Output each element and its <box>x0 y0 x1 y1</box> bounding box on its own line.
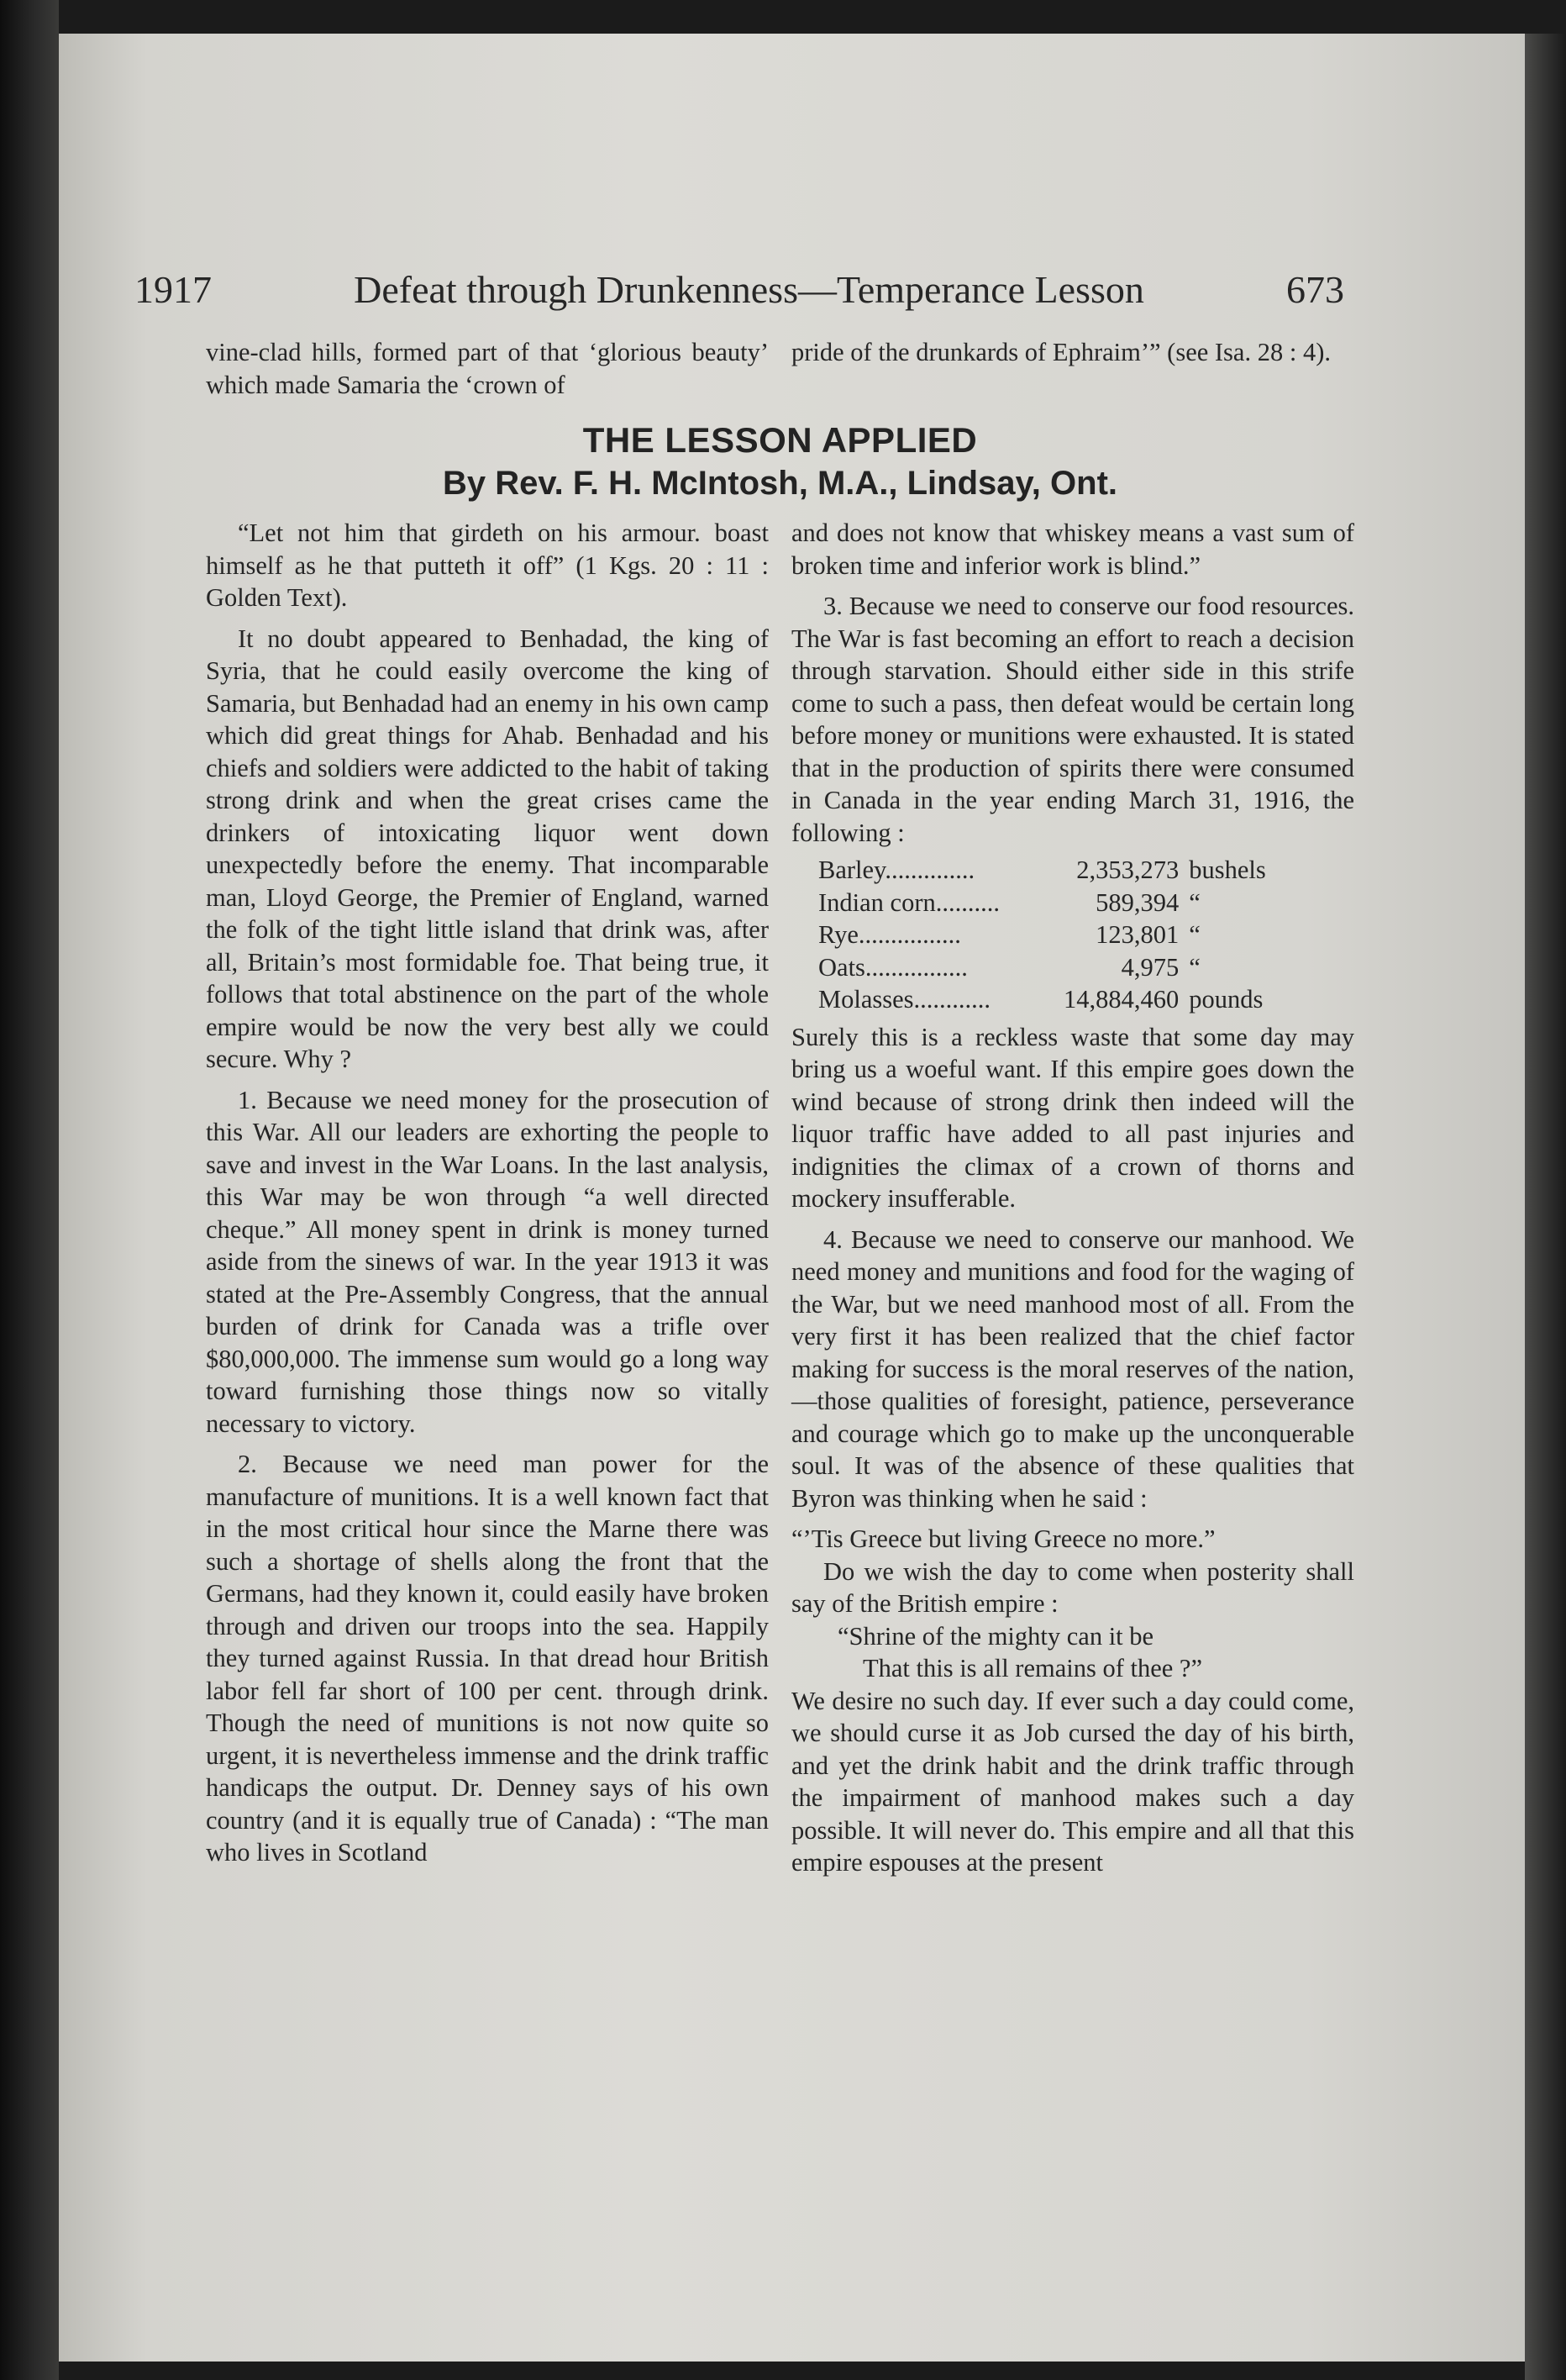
book-spine <box>0 0 59 2380</box>
table-cell-qty: 2,353,273 <box>1076 856 1180 884</box>
body-paragraph: It no doubt appeared to Benhadad, the king of Syria, that he could easily overcome the king of Samaria, but Benhadad had an enemy in his own camp which did great things for Ahab. Benhadad and his chiefs and soldiers were addicted to the habit of taking strong drink and when the great crises came the drinkers of intoxicating liquor went down unexpectedly before the enemy. That incomparable man, Lloyd George, the Premier of England, warned the folk of the tight little island that drink was, after all, Britain’s most formidable foe. That being true, it follows that total abstinence on the part of the whole empire would be now the very best ally we could secure. Why ? <box>206 624 769 1073</box>
table-row <box>818 854 1266 887</box>
table-cell-qty: 14,884,460 <box>1064 985 1180 1014</box>
running-title: Defeat through Drunkenness—Temperance Lesson <box>354 268 1144 311</box>
poem-line: “Shrine of the mighty can it be <box>838 1621 1154 1651</box>
top-left-paragraph: vine-clad hills, formed part of that ‘glorious beauty’ which made Samaria the ‘crown of <box>206 338 769 399</box>
byron-quote: “’Tis Greece but living Greece no more.” <box>791 1524 1216 1553</box>
table-cell-item: Indian corn.......... <box>818 887 1000 917</box>
table-row <box>818 951 1266 984</box>
body-paragraph: 2. Because we need man power for the manufacture of munitions. It is a well known fact that in the most critical hour since the Marne there was such a shortage of shells along the front that the Germans, had they known it, could easily have broken through and driven our troops into the sea. Happily they turned against Russia. In that dread hour British labor fell far short of 100 per cent. through drink. Though the need of munitions is not now quite so urgent, it is nevertheless immense and the drink traffic handicaps the output. Dr. Denney says of his own country (and it is equally true of Canada) : “The man who lives in Scotland <box>206 1450 769 1867</box>
body-paragraph: 3. Because we need to conserve our food resources. The War is fast becoming an effort to reach a decision through starvation. Should either side in this strife come to such a pass, then defeat would be certain long before money or munitions were exhausted. It is stated that in the production of spirits there were consumed in Canada in the year ending March 31, 1916, the following : <box>791 592 1354 847</box>
grain-consumption-table <box>818 854 1266 1016</box>
poem-line: That this is all remains of thee ?” <box>863 1654 1202 1682</box>
top-right-text <box>791 336 1354 369</box>
running-head <box>134 267 1344 318</box>
body-paragraph: 1. Because we need money for the prosecution of this War. All our leaders are exhorting the people to save and invest in the War Loans. In the last analysis, this War may be won through “a well directed cheque.” All money spent in drink is money turned aside from the sinews of war. In the year 1913 it was stated at the Pre-Assembly Congress, that the annual burden of drink for Canada was a trifle over $80,000,000. The immense sum would go a long way toward furnishing those things now so vitally necessary to victory. <box>206 1085 769 1438</box>
page-edge <box>1525 34 1566 2380</box>
body-paragraph: and does not know that whiskey means a vast sum of broken time and inferior work is blind.” <box>791 519 1354 580</box>
table-row <box>818 983 1266 1016</box>
table-cell-qty: 589,394 <box>1096 887 1180 917</box>
body-paragraph: Do we wish the day to come when posterity shall say of the British empire : <box>791 1556 1354 1618</box>
top-right-paragraph: pride of the drunkards of Ephraim’” (see Isa. 28 : 4). <box>791 338 1331 366</box>
table-cell-qty: 123,801 <box>1096 920 1180 949</box>
body-paragraph: We desire no such day. If ever such a day could come, we should curse it as Job cursed the day of his birth, and yet the drink habit and the drink traffic through the impairment of manhood makes such a day possible. It will never do. This empire and all that this empire espouses at the present <box>791 1686 1354 1877</box>
left-column <box>206 517 769 1869</box>
byline: By Rev. F. H. McIntosh, M.A., Lindsay, Ont. <box>442 465 1118 502</box>
table-cell-item: Barley.............. <box>818 856 975 884</box>
table-cell-item: Rye................ <box>818 920 961 949</box>
table-cell-unit: “ <box>1189 887 1201 917</box>
table-cell-unit: pounds <box>1189 985 1264 1014</box>
top-left-text <box>206 336 769 401</box>
table-cell-item: Molasses............ <box>818 985 991 1014</box>
table-cell-unit: “ <box>1189 952 1201 982</box>
page-number: 673 <box>1286 268 1344 311</box>
body-paragraph: 4. Because we need to conserve our manhood. We need money and munitions and food for the waging of the War, but we need manhood most of all. From the very first it has been realized that the chief factor making for success is the moral reserves of the nation, —those qualities of foresight, patience, perseverance and courage which go to make up the unconquerable soul. It was of the absence of these qualities that Byron was thinking when he said : <box>791 1224 1354 1513</box>
table-cell-unit: “ <box>1189 920 1201 949</box>
table-cell-unit: bushels <box>1189 856 1266 884</box>
year: 1917 <box>134 268 212 311</box>
body-paragraph: Surely this is a reckless waste that some day may bring us a woeful want. If this empire goes down the wind because of strong drink then indeed will the liquor traffic have added to all past injuries and indignities the climax of a crown of thorns and mockery insufferable. <box>791 1022 1354 1213</box>
table-row <box>818 919 1266 951</box>
table-cell-qty: 4,975 <box>1121 952 1180 982</box>
right-column <box>791 517 1354 1879</box>
table-row <box>818 887 1266 919</box>
golden-text-paragraph: “Let not him that girdeth on his armour. boast himself as he that putteth it off” (1 Kgs. 20 : 11 : Golden Text). <box>206 519 769 612</box>
table-cell-item: Oats................ <box>818 952 968 982</box>
section-heading: THE LESSON APPLIED <box>582 420 978 460</box>
